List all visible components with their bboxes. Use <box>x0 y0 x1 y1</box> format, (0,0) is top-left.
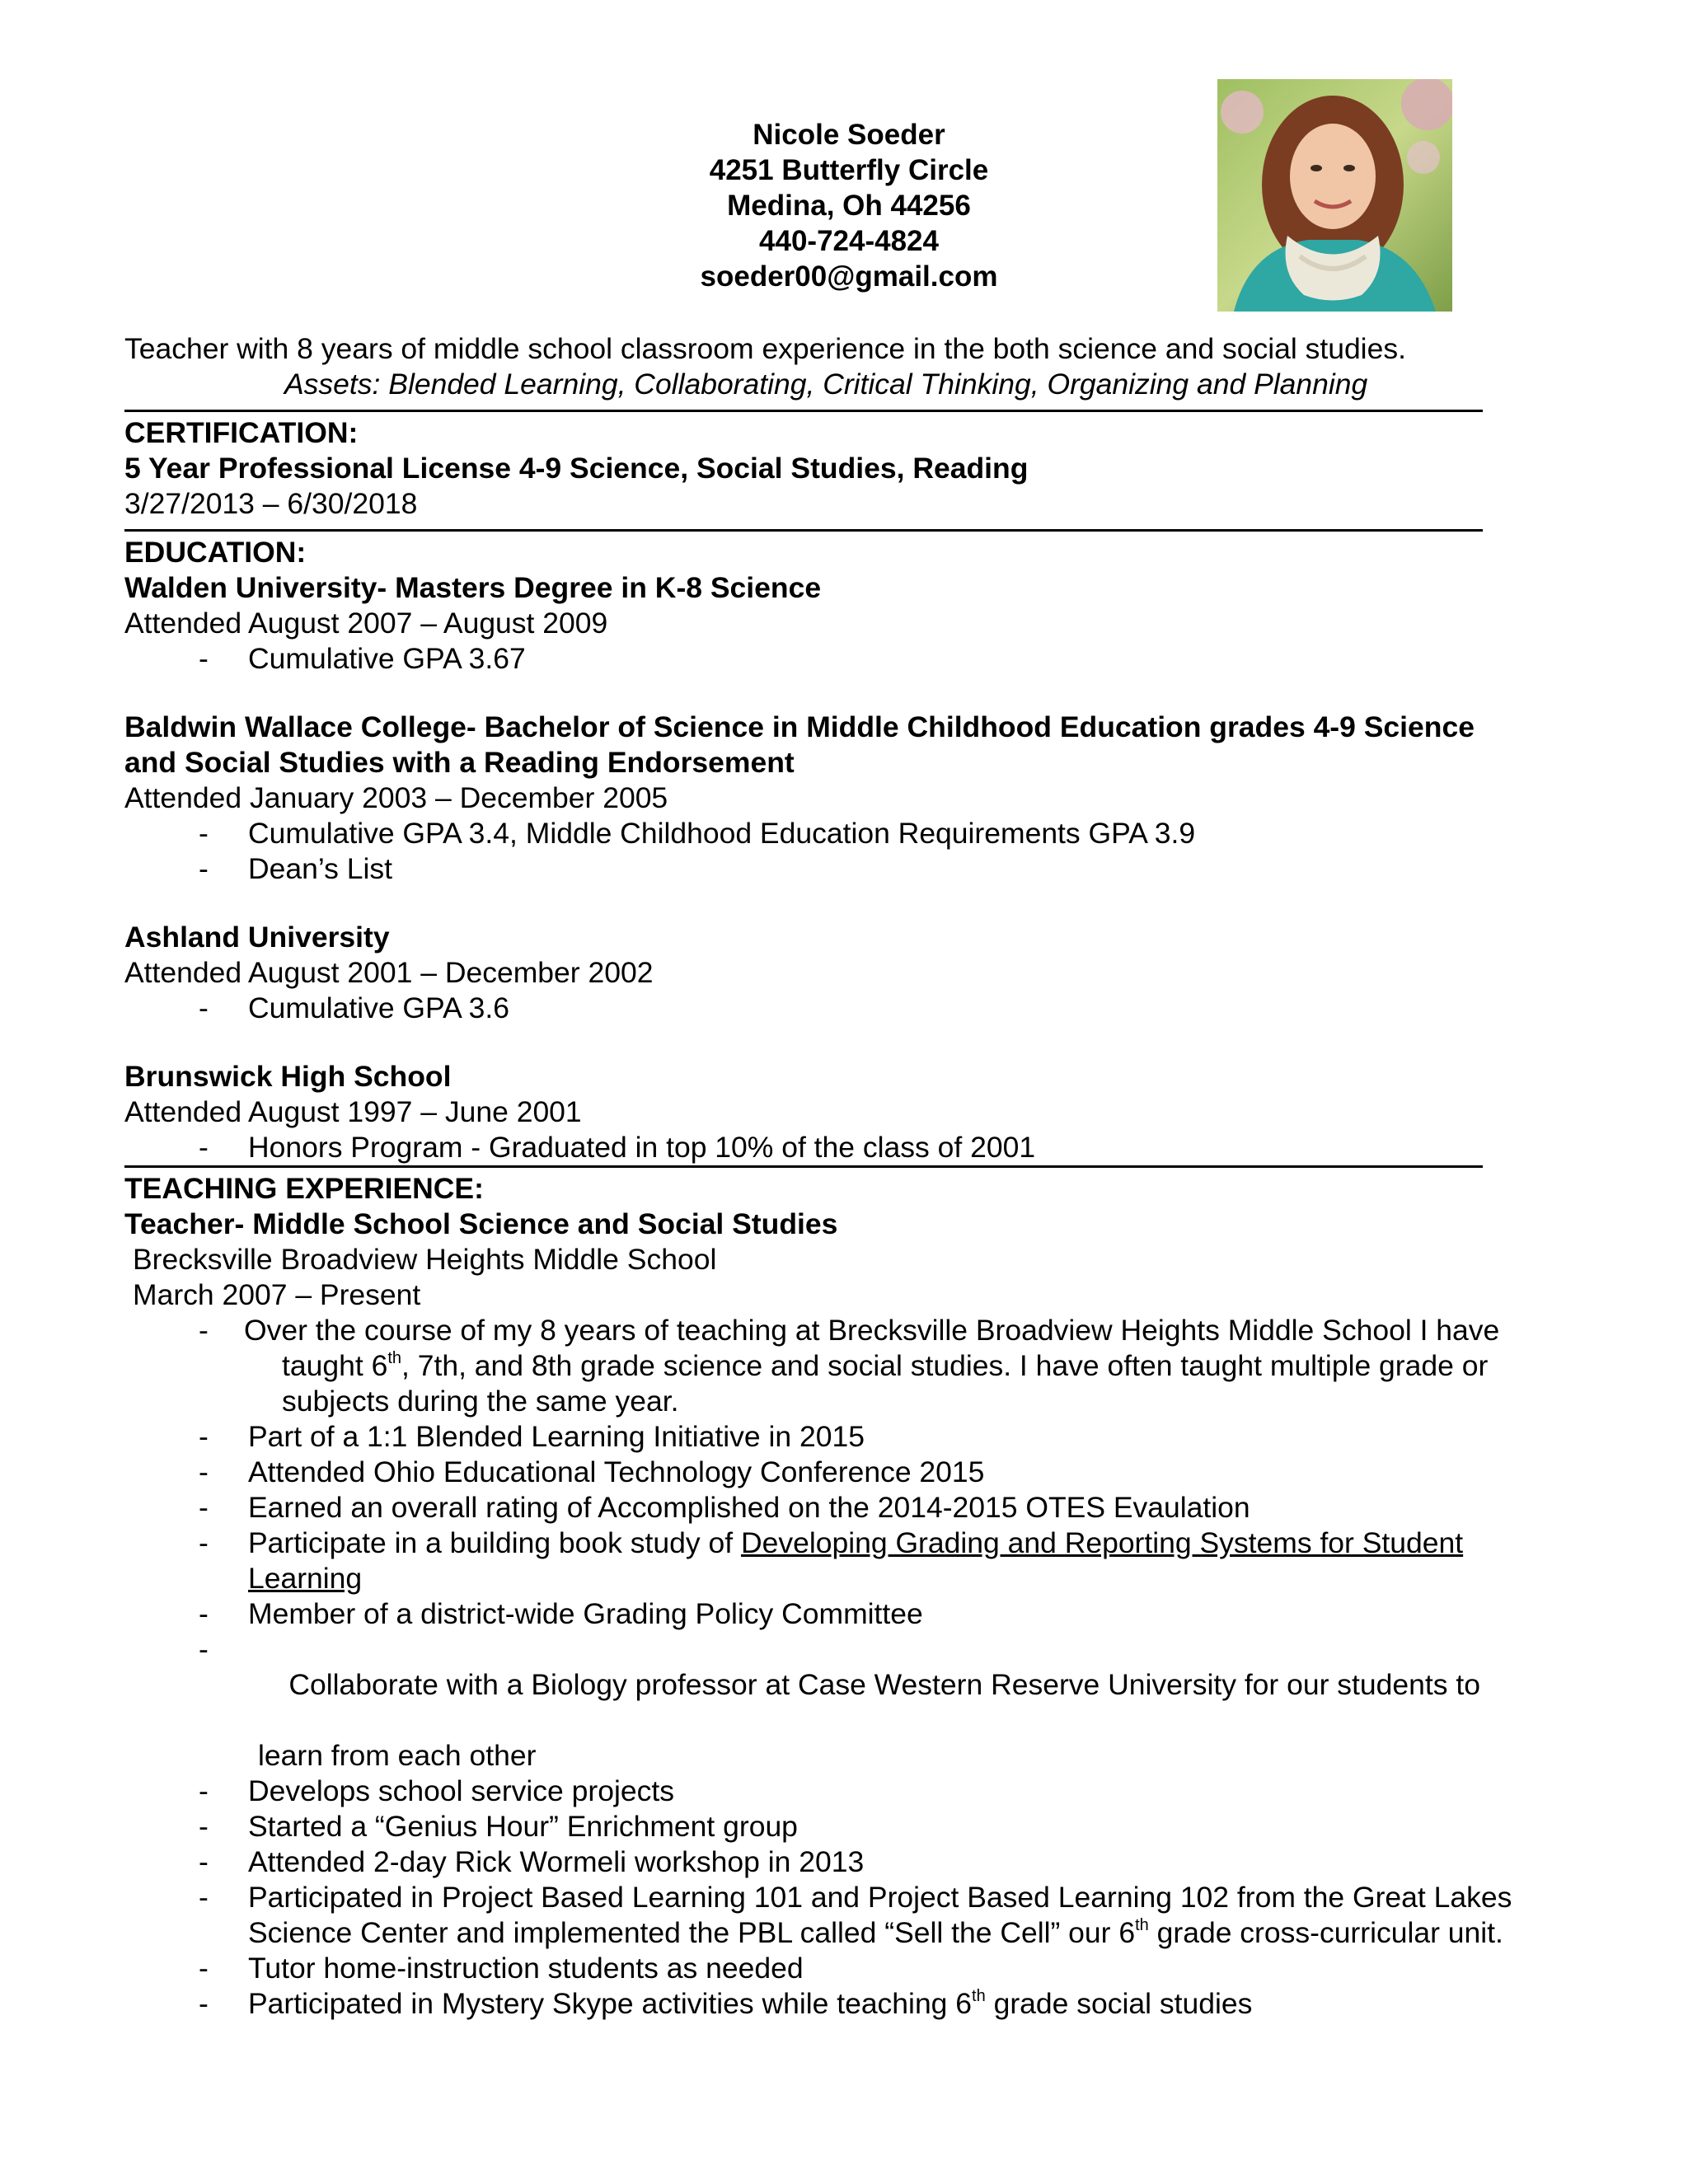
book-title: Developing Grading and Reporting Systems for Student <box>740 1526 1464 1559</box>
divider <box>124 410 1483 412</box>
school-title-cont: and Social Studies with a Reading Endorsement <box>124 746 795 779</box>
job-title: Teacher- Middle School Science and Social Studies <box>124 1207 838 1240</box>
employment-dates: March 2007 – Present <box>133 1278 421 1311</box>
list-item: - Collaborate with a Biology professor at Case Western Reserve University for our students to <box>199 1633 1480 1701</box>
list-item: - Develops school service projects <box>199 1774 674 1807</box>
list-item: - Cumulative GPA 3.6 <box>199 991 510 1024</box>
attendance-dates: Attended August 2007 – August 2009 <box>124 607 608 640</box>
contact-header <box>519 117 1179 294</box>
list-item: - Part of a 1:1 Blended Learning Initiative in 2015 <box>199 1420 865 1453</box>
attendance-dates: Attended January 2003 – December 2005 <box>124 781 668 814</box>
list-item: - Member of a district-wide Grading Policy Committee <box>199 1597 923 1630</box>
list-item: - Cumulative GPA 3.67 <box>199 642 526 675</box>
summary-text: Teacher with 8 years of middle school classroom experience in the both science and social studies. <box>124 332 1406 365</box>
resume-body <box>124 331 1575 2022</box>
attendance-dates: Attended August 1997 – June 2001 <box>124 1095 582 1128</box>
school-title: Walden University- Masters Degree in K-8 Science <box>124 571 822 604</box>
list-item: - Attended Ohio Educational Technology Conference 2015 <box>199 1455 985 1488</box>
divider <box>124 1165 1483 1168</box>
bullet-dash: - <box>199 642 209 675</box>
certification-title: 5 Year Professional License 4-9 Science, Social Studies, Reading <box>124 452 1029 485</box>
street-address: 4251 Butterfly Circle <box>709 154 989 186</box>
list-item: - Dean’s List <box>199 852 392 885</box>
list-item: - Attended 2-day Rick Wormeli workshop in 2013 <box>199 1845 865 1878</box>
list-item: - Honors Program - Graduated in top 10% of the class of 2001 <box>199 1131 1036 1164</box>
list-item: - Tutor home-instruction students as needed <box>199 1952 804 1985</box>
city-state-zip: Medina, Oh 44256 <box>727 190 971 222</box>
school-title: Baldwin Wallace College- Bachelor of Science in Middle Childhood Education grades 4-9 Science <box>124 710 1475 743</box>
certification-heading: CERTIFICATION: <box>124 416 359 449</box>
list-item-cont: taught 6th, 7th, and 8th grade science and social studies. I have often taught multiple grade or <box>282 1349 1489 1382</box>
list-item: - Participate in a building book study of Developing Grading and Reporting Systems for Student <box>199 1526 1464 1559</box>
employer: Brecksville Broadview Heights Middle School <box>133 1243 717 1276</box>
list-item: - Cumulative GPA 3.4, Middle Childhood Education Requirements GPA 3.9 <box>199 817 1196 850</box>
list-item: - Started a “Genius Hour” Enrichment group <box>199 1810 798 1843</box>
certification-dates: 3/27/2013 – 6/30/2018 <box>124 487 418 520</box>
profile-photo <box>1217 79 1452 312</box>
attendance-dates: Attended August 2001 – December 2002 <box>124 956 654 989</box>
list-item-cont: Science Center and implemented the PBL called “Sell the Cell” our 6th grade cross-curricular unit. <box>248 1916 1503 1949</box>
list-item-cont: subjects during the same year. <box>282 1385 679 1418</box>
education-heading: EDUCATION: <box>124 536 307 569</box>
list-item: - Participated in Mystery Skype activities while teaching 6th grade social studies <box>199 1987 1253 2020</box>
list-item: - Earned an overall rating of Accomplished on the 2014-2015 OTES Evaulation <box>199 1491 1250 1524</box>
list-item: - Over the course of my 8 years of teaching at Brecksville Broadview Heights Middle School I have <box>199 1314 1500 1347</box>
list-item-cont: learn from each other <box>258 1739 537 1772</box>
list-item: - Participated in Project Based Learning 101 and Project Based Learning 102 from the Great Lakes <box>199 1881 1512 1914</box>
phone: 440-724-4824 <box>759 225 939 257</box>
experience-heading: TEACHING EXPERIENCE: <box>124 1172 484 1205</box>
list-item-cont: Learning <box>248 1562 363 1595</box>
school-title: Ashland University <box>124 921 390 954</box>
email: soeder00@gmail.com <box>700 260 998 293</box>
name: Nicole Soeder <box>753 119 945 151</box>
assets-line: Assets: Blended Learning, Collaborating, Critical Thinking, Organizing and Planning <box>284 368 1368 401</box>
divider <box>124 529 1483 532</box>
school-title: Brunswick High School <box>124 1060 452 1093</box>
